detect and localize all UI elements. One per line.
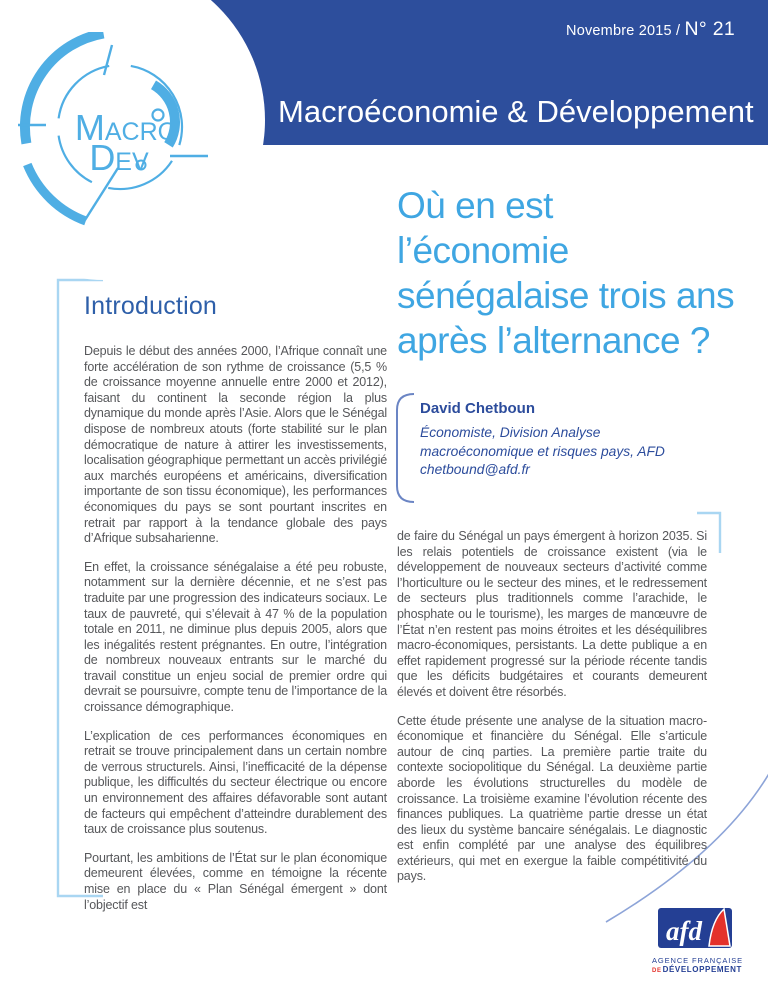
logo-word-macro: Macro	[74, 107, 178, 148]
afd-tagline-line1: AGENCE FRANÇAISE	[652, 956, 744, 965]
article-title-line2: l’économie	[397, 230, 569, 271]
article-title-line1: Où en est	[397, 185, 553, 226]
author-bracket	[397, 394, 414, 502]
afd-tagline-developpement: DÉVELOPPEMENT	[662, 965, 742, 974]
intro-column-left	[84, 344, 387, 926]
author-role-line1: Économiste, Division Analyse	[420, 425, 601, 440]
author-role-line2: macroéconomique et risques pays, AFD	[420, 443, 665, 459]
introduction-heading: Introduction	[84, 292, 218, 320]
paragraph: Depuis le début des années 2000, l’Afrique connaît une forte accélération de son rythme de croissance (5,5 % de croissance moyenne annuelle entre 2000 et 2012), faisant du continent la seconde région la plus dynamique du monde après l’Asie. Alors que le Sénégal dispose de nombreux atouts (forte stabilité sur le plan démocratique de nature à attirer les investissements, localisation géographique permettant un accès privilégié aux marchés européens et américains, diversification importante de son tissu économique), les performances économiques du pays se sont pourtant inscrites en retrait par rapport à la tendance globale des pays d’Afrique subsaharienne.	[84, 344, 387, 546]
afd-tagline-line2	[652, 965, 742, 974]
issue-number: N° 21	[684, 18, 735, 40]
intro-column-right	[397, 529, 707, 898]
author-email: chetbound@afd.fr	[420, 462, 530, 477]
issue-date: Novembre 2015 /	[566, 23, 685, 39]
author-name: David Chetboun	[420, 400, 535, 417]
article-title-line3: sénégalaise trois ans	[397, 275, 735, 316]
journal-title: Macroéconomie & Développement	[278, 94, 754, 129]
afd-tagline-de: DE	[652, 968, 662, 974]
article-title-line4: après l’alternance ?	[397, 320, 710, 361]
paragraph: L’explication de ces performances économiques en retrait se trouve principalement dans un certain nombre de verrous structurels. Ainsi, l’inefficacité de la dépense publique, les difficultés du secteur électrique ou encore un environnement des affaires défavorable sont autant de facteurs qui empêchent d’atteindre durablement des taux de croissance plus soutenus.	[84, 728, 387, 837]
author-block	[420, 400, 665, 480]
paragraph: Pourtant, les ambitions de l’État sur le plan économique demeurent élevées, comme en témoigne la récente mise en place du « Plan Sénégal émergent » dont l’objectif est	[84, 850, 387, 912]
afd-logo-mark	[652, 902, 742, 950]
article-title	[397, 183, 734, 363]
paragraph: Cette étude présente une analyse de la situation macro-économique et financière du Sénégal. Elle s’articule autour de cinq parties. La première partie traite du contexte sociopolitique du Sénégal. La deuxième partie aborde les évolutions structurelles du modèle de croissance. La troisième examine l’évolution récente des finances publiques. La quatrième partie dresse un état des lieux du système bancaire sénégalais. Le diagnostic est enfin complété par une analyse des équilibres extérieurs, qui met en exergue la faible compétitivité du pays.	[397, 713, 707, 884]
paragraph: de faire du Sénégal un pays émergent à horizon 2035. Si les relais potentiels de croissance existent (via le développement de nouveaux secteurs d’activité comme l’horticulture ou le secteur des mines, et le redressement de secteurs plus traditionnels comme l’arachide, le phosphate ou le tourisme), les marges de manœuvre de l’État n’en restent pas moins étroites et les déséquilibres macro-économiques, persistants. La dette publique a en effet rapidement progressé sur la période récente tandis que les déficits budgétaires et courants demeurent élevés et doivent être résorbés.	[397, 529, 707, 699]
logo-word-dev: Dev	[89, 137, 149, 178]
issue-date-number	[566, 18, 735, 41]
afd-abbr: afd	[666, 916, 702, 946]
afd-logo	[652, 902, 742, 974]
paragraph: En effet, la croissance sénégalaise a été peu robuste, notamment sur la dernière décennie, et ne s’est pas traduite par une progression des indicateurs sociaux. Le taux de pauvreté, qui s’élevait à 47 % de la population totale en 2011, ne diminue plus depuis 2005, alors que les inégalités restent prégnantes. En outre, l’intégration de nombreux nouveaux entrants sur le marché du travail constitue un enjeu social de premier ordre qui devrait se poursuivre, compte tenu de l’importance de la croissance démographique.	[84, 559, 387, 715]
macrodev-logo	[18, 32, 218, 237]
